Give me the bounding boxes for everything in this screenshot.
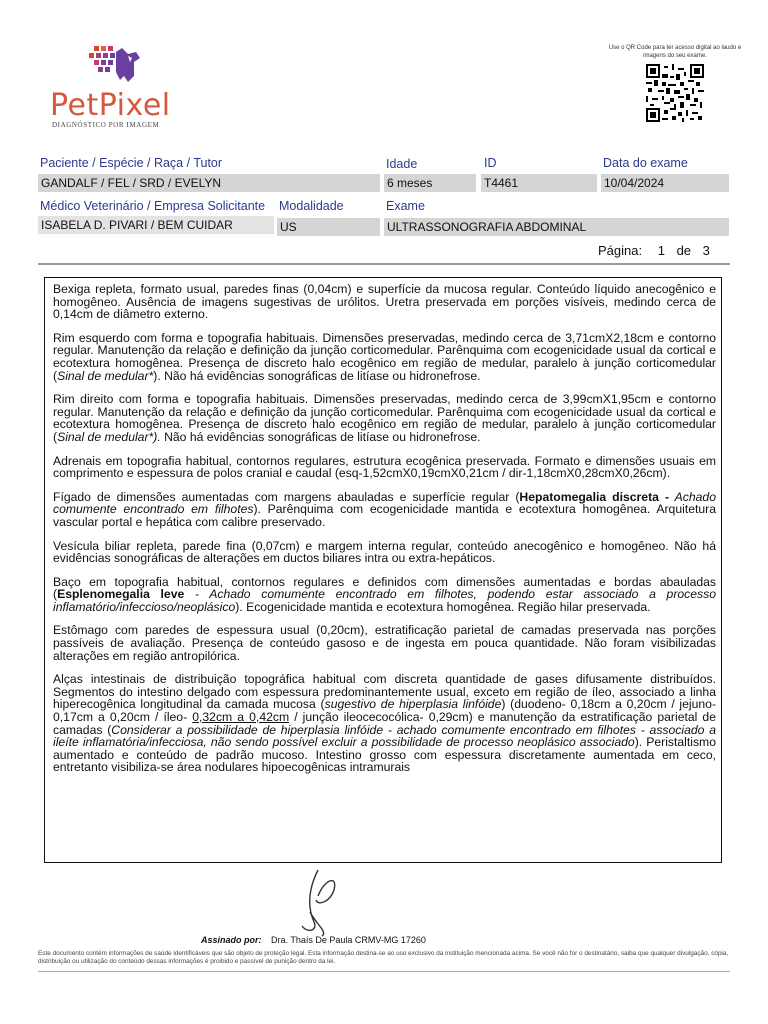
- footer-divider: [38, 971, 730, 972]
- report-rim-esquerdo: Rim esquerdo com forma e topografia habituais. Dimensões preservadas, medindo cerca de 3,71cmX2,18cm e contorno regular. Manutenção da relação e definição da junção corticomedular. Parênquima com ecogenicidade usual da cortical e ecotextura homogênea. Presença de discreto halo ecogênico em região de medular, paralelo à junção corticomedular (Sinal de medular*). Não há evidências sonográficas de litíase ou hidronefrose.: [53, 330, 716, 383]
- page-total: 3: [702, 243, 710, 258]
- report-figado: Fígado de dimensões aumentadas com margens abauladas e superfície regular (Hepatomegalia discreta - Achado comumente encontrado em filhotes). Parênquima com ecogenicidade mantida e ecotextura homogênea. Arquitetura vascular portal e hepática com calibre preservado.: [53, 489, 716, 529]
- qr-note: Use o QR Code para ter acesso digital ao laudo e imagens do seu exame.: [608, 45, 742, 59]
- age-label: Idade: [386, 157, 418, 171]
- header-divider: [38, 263, 730, 265]
- page-current: 1: [657, 243, 665, 258]
- report-adrenais: Adrenais em topografia habitual, contornos regulares, estrutura ecogênica preservada. Formato e dimensões usuais em comprimento e espessura de polos cranial e caudal (esq-1,52cmX0,19cmX0,21cm / dir-1,18cmX0,28cmX0,26cm).: [53, 453, 716, 481]
- exam-date-value: 10/04/2024: [601, 174, 729, 192]
- report-vesicula: Vesícula biliar repleta, parede fina (0,07cm) e margem interna regular, conteúdo anecogênico e homogêneo. Não há evidências sonográficas de alterações em ductos biliares intra ou extra-hepáticos.: [53, 538, 716, 566]
- signed-by-label: Assinado por:: [201, 935, 262, 945]
- patient-label: Paciente / Espécie / Raça / Tutor: [40, 156, 223, 170]
- page-of: de: [676, 243, 692, 258]
- signer-name: Dra. Thaís De Paula CRMV-MG 17260: [271, 935, 426, 945]
- qr-code-icon[interactable]: [646, 64, 704, 122]
- report-alcas: Alças intestinais de distribuição topográfica habitual com discreta quantidade de gases difusamente distribuídos. Segmentos do intestino delgado com espessura predominantemente usual, exceto em região de íleo, associado a linha hiperecogênica longitudinal da camada mucosa (sugestivo de hiperplasia linfóide) (duodeno- 0,18cm a 0,20cm / jejuno- 0,17cm a 0,20cm / íleo- 0,32cm a 0,42cm / junção ileocecocólica- 0,29cm) e manutenção da estratificação parietal de camadas (Considerar a possibilidade de hiperplasia linfóide - achado comumente encontrado em filhotes - associado a ileíte inflamatória/infecciosa, não sendo possível excluir a possibilidade de processo neoplásico associado). Peristaltismo aumentado e conteúdo de padrão mucoso. Intestino grosso com espessura discretamente aumentada em ceco, entretanto visibiliza-se área nodulares hipoecogênicas intramurais: [53, 672, 717, 775]
- report-box: [44, 277, 722, 863]
- exam-value: ULTRASSONOGRAFIA ABDOMINAL: [384, 218, 729, 236]
- vet-label: Médico Veterinário / Empresa Solicitante: [40, 199, 266, 213]
- page-label: Página:: [598, 243, 643, 258]
- legal-disclaimer: Este documento contém informações de saúde identificáveis que são objeto de proteção legal. Esta informação destina-se ao uso exclusivo da instituição mencionada acima. Se você não for o destinatário, saiba que qualquer divulgação, cópia, distribuição ou utilização do conteúdo dessas informações é proibido e passível de punição dentro da lei.: [38, 950, 729, 966]
- id-label: ID: [484, 156, 497, 170]
- id-value: T4461: [481, 174, 597, 192]
- pagination: [598, 243, 710, 258]
- modality-value: US: [277, 218, 380, 236]
- signature-scribble-icon: [288, 866, 348, 938]
- petpixel-logo-mark-icon: [84, 42, 154, 90]
- brand-tagline: DIAGNÓSTICO POR IMAGEM: [52, 121, 160, 129]
- age-value: 6 meses: [384, 174, 476, 192]
- modality-label: Modalidade: [279, 199, 344, 213]
- report-baco: Baço em topografia habitual, contornos regulares e definidos com dimensões aumentadas e bordas abauladas (Esplenomegalia leve - Achado comumente encontrado em filhotes, podendo estar associado a processo inflamatório/infeccioso/neoplásico). Ecogenicidade mantida e ecotextura homogênea. Região hilar preservada.: [53, 574, 716, 614]
- vet-value: ISABELA D. PIVARI / BEM CUIDAR: [38, 216, 274, 234]
- exam-label: Exame: [386, 199, 425, 213]
- report-bexiga: Bexiga repleta, formato usual, paredes finas (0,04cm) e superfície da mucosa regular. Conteúdo líquido anecogênico e homogêneo. Ausência de imagens sugestivas de urólitos. Uretra preservada em porções visíveis, medindo cerca de 0,14cm de diâmetro externo.: [53, 282, 716, 322]
- report-estomago: Estômago com paredes de espessura usual (0,20cm), estratificação parietal de camadas preservada nas porções passíveis de avaliação. Presença de conteúdo gasoso e de ingesta em pouca quantidade. Não foram visibilizadas alterações em região antropilórica.: [53, 623, 716, 663]
- report-rim-direito: Rim direito com forma e topografia habituais. Dimensões preservadas, medindo cerca de 3,99cmX1,95cm e contorno regular. Manutenção da relação e definição da junção corticomedular. Parênquima com ecogenicidade usual da cortical e ecotextura homogênea. Presença de discreto halo ecogênico em região de medular, paralelo à junção corticomedular (Sinal de medular*). Não há evidências sonográficas de litíase ou hidronefrose.: [53, 392, 716, 444]
- brand-name: PetPixel: [50, 88, 171, 123]
- patient-value: GANDALF / FEL / SRD / EVELYN: [38, 174, 380, 192]
- report-body: [53, 283, 716, 785]
- exam-date-label: Data do exame: [603, 156, 688, 170]
